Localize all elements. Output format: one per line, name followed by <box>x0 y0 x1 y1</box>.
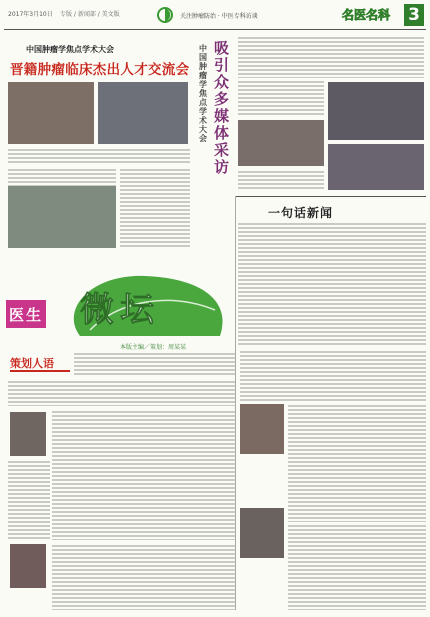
doctor-portrait-1 <box>10 412 46 456</box>
issue-tags: 专版 / 新闻部 / 美文版 <box>60 11 120 18</box>
doctor-portrait-3 <box>240 404 284 454</box>
media-article-text <box>238 36 424 78</box>
doctor-profile-4 <box>288 524 426 610</box>
masthead-logo <box>156 6 178 24</box>
doctor-portrait-2 <box>10 544 46 588</box>
header-rule <box>4 29 426 30</box>
news-brief-title: 一句话新闻 <box>268 206 334 220</box>
conference-photo-left <box>8 82 94 144</box>
planner-text-2 <box>8 380 236 406</box>
interview-photo-2 <box>238 120 324 166</box>
conference-photo-right <box>98 82 188 144</box>
forum-subtitle: 本版主编／策划：周某某 <box>120 344 187 351</box>
vertical-headline: 吸引众多媒体采访 <box>214 39 230 176</box>
doctor-portrait-4 <box>240 508 284 558</box>
photo-caption <box>238 170 324 190</box>
doctor-profile-1 <box>52 410 236 540</box>
section-name: 名医名科 <box>342 8 391 22</box>
interview-photo-1 <box>328 82 424 140</box>
top-story-headline: 晋籍肿瘤临床杰出人才交流会 <box>10 62 190 78</box>
top-story-body <box>8 148 190 164</box>
vertical-kicker: 中国肿瘤学焦点学术大会 <box>199 44 207 143</box>
doctor-profile-3-intro <box>240 350 426 402</box>
planner-title-underline <box>10 370 70 372</box>
doctor-profile-3 <box>288 404 426 522</box>
doctor-profile-2 <box>52 544 236 610</box>
top-story-kicker: 中国肿瘤学焦点学术大会 <box>26 45 114 54</box>
header-bar <box>0 0 430 30</box>
planner-text <box>74 352 236 376</box>
news-brief-list <box>238 222 426 346</box>
top-story-side-text <box>120 168 190 248</box>
forum-label-main: 微坛 <box>80 290 160 330</box>
media-article-text-2 <box>238 80 324 116</box>
masthead-center-text: 关注肿瘤防治 · 中医专科访谈 <box>180 13 258 20</box>
doctor-profile-1-left <box>8 460 50 540</box>
column-divider <box>235 196 236 610</box>
news-brief-rule <box>236 196 426 197</box>
interview-photo-3 <box>328 144 424 190</box>
page-number: 3 <box>404 4 424 26</box>
forum-label-left: 医生 <box>8 306 43 324</box>
meeting-hall-photo <box>8 186 116 248</box>
planner-title: 策划人语 <box>10 357 54 370</box>
issue-date: 2017年3月10日 <box>8 11 53 18</box>
